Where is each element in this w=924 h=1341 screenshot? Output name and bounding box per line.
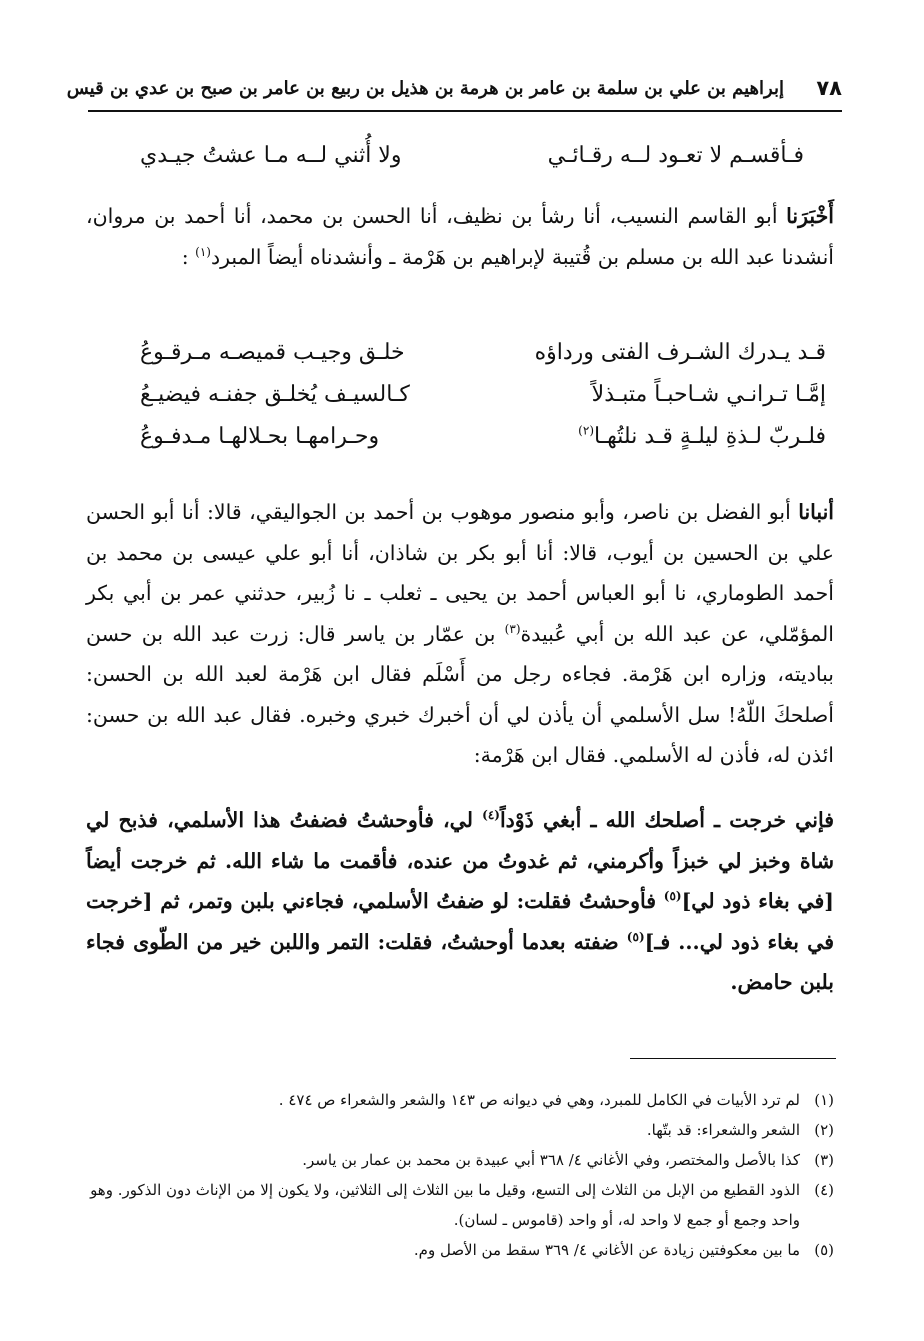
paragraph-text-tail: : [181, 244, 196, 269]
verse-text: فلـربّ لـذةِ ليلـةٍ قـد نلتُهـا [594, 424, 826, 449]
paragraph-text: أبو القاسم النسيب، أنا رشأ بن نظيف، أنا الحسن بن محمد، أنا أحمد بن مروان، أنشدنا عبد الله بن مسلم بن قُتيبة لإبراهيم بن هَرْمة ـ وأنشدناه أيضاً المبرد [86, 204, 834, 269]
footnote-number: (٥) [814, 1241, 834, 1259]
verse-second-hemistich: كـالسيـف يُخلـق جفنـه فيضيـعُ [140, 382, 410, 407]
paragraph-text: فأوحشتُ فقلت: لو ضفتُ الأسلمي، فجاءني بلبن وتمر، ثم [خرجت في بغاء ذود لي... فـ] [86, 889, 835, 954]
footnote-text: ما بين معكوفتين زيادة عن الأغاني ٤/ ٣٦٩ سقط من الأصل وم. [413, 1241, 800, 1259]
footnote-number: (٤) [814, 1181, 834, 1199]
footnote-ref: (٢) [578, 423, 594, 438]
footnote-ref: (٥) [626, 929, 645, 944]
poem-verse [140, 382, 826, 424]
footnote-text: الشعر والشعراء: قد بتّها. [646, 1121, 800, 1139]
paragraph-text: فإني خرجت ـ أصلحك الله ـ أبغي ذَوْداً [499, 808, 834, 832]
paragraph-isnad-1 [86, 196, 834, 277]
verse-first-hemistich: فـأقسـم لا تعـود لــه رقـائـي [547, 143, 804, 168]
verse-first-hemistich: إمَّـا تـرانـي شـاحبـاً متبـذلاً [591, 382, 826, 407]
paragraph-quote [86, 800, 834, 1003]
narration-lead-word: أنبانا [798, 500, 834, 524]
narration-lead-word: أَخْبَرَنا [786, 204, 834, 228]
paragraph-text: لي، فأوحشتُ فضفتُ هذا الأسلمي، فذبح لي شاة وخبز لي خبزاً وأكرمني، ثم غدوتُ من عنده، فأقمت ما شاء الله. ثم خرجت أيضاً [في بغاء ذود لي] [86, 808, 834, 913]
paragraph-text: بن عمّار بن ياسر قال: زرت عبد الله بن حسن ببادیته، وزاره ابن هَرْمة. فجاءه رجل من أَسْلَم فقال ابن هَرْمة لعبد الله بن الحسن: أصلحكَ اللّهُ! سل الأسلمي أن يأذن لي أن أخبرك خبري وخبره. فقال عبد الله بن حسن: ائذن له، فأذن له الأسلمي. فقال ابن هَرْمة: [86, 621, 834, 767]
footnote [88, 1115, 834, 1145]
verse-second-hemistich: وحـرامهـا بحـلالهـا مـدفـوعُ [140, 424, 380, 449]
footnote-ref: (٥) [663, 889, 682, 904]
footnote-ref: (٣) [504, 621, 521, 636]
footnote-ref: (٤) [482, 808, 500, 823]
footnote-text: كذا بالأصل والمختصر، وفي الأغاني ٤/ ٣٦٨ أبي عبيدة بن محمد بن عمار بن ياسر. [302, 1151, 800, 1169]
footnote-divider [630, 1058, 836, 1059]
verse-second-hemistich: ولا أُثني لــه مـا عشتُ جيـدي [140, 143, 402, 168]
opening-verse [140, 143, 804, 179]
poem [140, 340, 826, 466]
poem-verse [140, 424, 826, 466]
paragraph-text: ضفته بعدما أوحشتُ، فقلت: التمر واللبن خير من الطّوى فجاء بلبن حامض. [86, 929, 834, 994]
page-header [66, 76, 842, 112]
running-title: إبراهيم بن علي بن سلمة بن عامر بن هرمة بن هذيل بن ربيع بن عامر بن صبح بن عدي بن قيس [66, 78, 784, 99]
verse-first-hemistich [578, 424, 826, 449]
verse-second-hemistich: خلـق وجيـب قميصـه مـرقـوعُ [140, 340, 405, 365]
footnote-number: (٣) [814, 1151, 834, 1169]
footnote-number: (٢) [814, 1121, 834, 1139]
poem-verse [140, 340, 826, 382]
footnotes [88, 1085, 834, 1265]
footnote-number: (١) [814, 1091, 834, 1109]
footnote [88, 1085, 834, 1115]
footnote [88, 1235, 834, 1265]
footnote-text: لم ترد الأبيات في الكامل للمبرد، وهي في ديوانه ص ١٤٣ والشعر والشعراء ص ٤٧٤ . [278, 1091, 800, 1109]
paragraph-isnad-2 [86, 492, 834, 776]
footnote-text: الذود القطيع من الإبل من الثلاث إلى التسع، وقيل ما بين الثلاث إلى الثلاثين، ولا يكون إلا من الإناث دون الذكور. وهو واحد وجمع أو جمع لا واحد له، أو واحد (قاموس ـ لسان). [90, 1181, 800, 1229]
footnote [88, 1175, 834, 1235]
page-number: ٧٨ [816, 76, 842, 100]
footnote [88, 1145, 834, 1175]
paragraph-text: أبو الفضل بن ناصر، وأبو منصور موهوب بن أحمد بن الجواليقي، قالا: أنا أبو الحسن علي بن الحسين بن أيوب، قالا: أنا أبو بكر بن شاذان، أنا أبو علي عيسى بن محمد بن أحمد الطوماري، نا أبو العباس أحمد بن يحيى ـ ثعلب ـ نا زُبير، حدثني عمر بن أبي بكر المؤمّلي، عن عبد الله بن أبي عُبيدة [86, 500, 834, 646]
footnote-ref: (١) [195, 244, 211, 259]
verse-first-hemistich: قـد يـدرك الشـرف الفتى ورداؤه [534, 340, 826, 365]
